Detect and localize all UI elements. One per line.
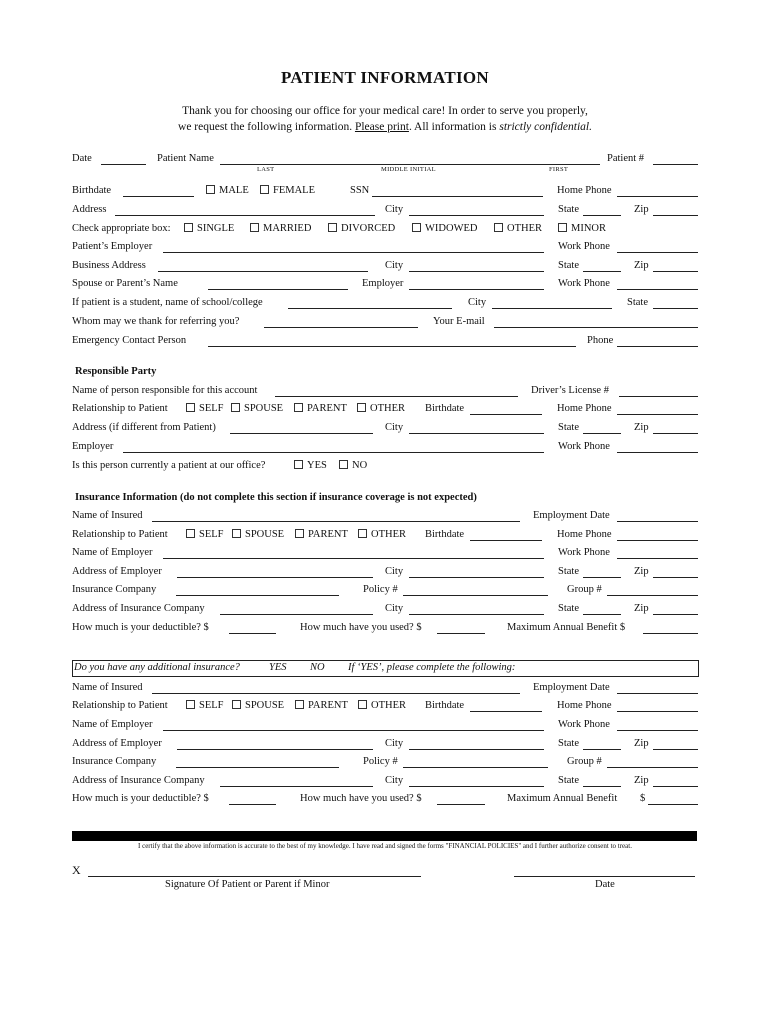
company-zip-label: Zip (634, 603, 649, 614)
state-label: State (558, 204, 579, 215)
emergency-phone-label: Phone (587, 335, 614, 346)
first-name-caption: FIRST (549, 166, 569, 173)
responsible-party-heading: Responsible Party (75, 366, 157, 377)
responsible-zip-label: Zip (634, 422, 649, 433)
school-field[interactable] (288, 308, 452, 309)
email-label: Your E-mail (433, 316, 485, 327)
additional-company-address-label: Address of Insurance Company (72, 775, 205, 786)
additional-company-zip-label: Zip (634, 775, 649, 786)
business-address-label: Business Address (72, 260, 146, 271)
signature-x-mark: X (72, 863, 81, 877)
additional-if-yes-text: If ‘YES’, please complete the following: (348, 662, 516, 673)
last-name-caption: LAST (257, 166, 275, 173)
responsible-name-field[interactable] (275, 396, 518, 397)
male-option[interactable]: MALE (206, 185, 249, 197)
responsible-other-option[interactable]: OTHER (357, 403, 405, 415)
additional-company-state-label: State (558, 775, 579, 786)
married-checkbox[interactable] (250, 223, 259, 232)
employment-date-field[interactable] (617, 521, 698, 522)
insured-birthdate-field[interactable] (470, 540, 542, 541)
responsible-employer-label: Employer (72, 441, 114, 452)
insured-birthdate-label: Birthdate (425, 529, 465, 540)
school-city-field[interactable] (492, 308, 612, 309)
responsible-parent-checkbox[interactable] (294, 403, 303, 412)
additional-no-option[interactable]: NO (310, 662, 325, 673)
insured-employer-label: Name of Employer (72, 547, 153, 558)
business-city-label: City (385, 260, 404, 271)
minor-checkbox[interactable] (558, 223, 567, 232)
insured-self-option[interactable]: SELF (186, 529, 224, 541)
insured-parent-checkbox[interactable] (295, 529, 304, 538)
responsible-self-checkbox[interactable] (186, 403, 195, 412)
additional-parent-checkbox[interactable] (295, 700, 304, 709)
additional-used-field[interactable] (437, 804, 485, 805)
insured-state-label: State (558, 566, 579, 577)
intro-line-1: Thank you for choosing our office for your medical care! In order to serve you properly, (182, 105, 588, 117)
emergency-phone-field[interactable] (617, 346, 698, 347)
city-field[interactable] (409, 215, 544, 216)
date-field[interactable] (101, 164, 146, 165)
spouse-label: Spouse or Parent’s Name (72, 278, 178, 289)
home-phone-field[interactable] (617, 196, 698, 197)
additional-city-label: City (385, 738, 404, 749)
home-phone-label: Home Phone (557, 185, 612, 196)
additional-spouse-option[interactable]: SPOUSE (232, 700, 284, 712)
additional-state-label: State (558, 738, 579, 749)
signature-field[interactable] (88, 876, 421, 877)
work-phone-label: Work Phone (558, 241, 610, 252)
business-state-label: State (558, 260, 579, 271)
additional-insured-name-label: Name of Insured (72, 682, 143, 693)
insured-relationship-label: Relationship to Patient (72, 529, 168, 540)
additional-employer-field[interactable] (163, 730, 544, 731)
patient-name-field[interactable] (220, 164, 600, 165)
additional-employer-label: Name of Employer (72, 719, 153, 730)
responsible-state-field[interactable] (583, 433, 621, 434)
state-field[interactable] (583, 215, 621, 216)
middle-initial-caption: MIDDLE INITIAL (381, 166, 436, 173)
address-field[interactable] (115, 215, 375, 216)
max-benefit-field[interactable] (643, 633, 698, 634)
additional-used-label: How much have you used? $ (300, 793, 422, 804)
insured-city-label: City (385, 566, 404, 577)
license-field[interactable] (619, 396, 698, 397)
additional-state-field[interactable] (583, 749, 621, 750)
additional-self-option[interactable]: SELF (186, 700, 224, 712)
additional-employer-address-label: Address of Employer (72, 738, 162, 749)
referral-field[interactable] (264, 327, 418, 328)
employer-label: Patient’s Employer (72, 241, 153, 252)
responsible-spouse-checkbox[interactable] (231, 403, 240, 412)
insured-work-phone-label: Work Phone (558, 547, 610, 558)
additional-group-label: Group # (567, 756, 602, 767)
responsible-birthdate-label: Birthdate (425, 403, 465, 414)
additional-city-field[interactable] (409, 749, 544, 750)
responsible-employer-field[interactable] (123, 452, 544, 453)
current-patient-yes-checkbox[interactable] (294, 460, 303, 469)
other-option[interactable]: OTHER (494, 223, 542, 235)
responsible-home-phone-field[interactable] (617, 414, 698, 415)
insured-zip-label: Zip (634, 566, 649, 577)
additional-insured-name-field[interactable] (152, 693, 520, 694)
additional-company-city-field[interactable] (409, 786, 544, 787)
company-city-label: City (385, 603, 404, 614)
emergency-label: Emergency Contact Person (72, 335, 187, 346)
business-state-field[interactable] (583, 271, 621, 272)
insured-other-option[interactable]: OTHER (358, 529, 406, 541)
insurance-company-address-label: Address of Insurance Company (72, 603, 205, 614)
business-zip-field[interactable] (653, 271, 698, 272)
insured-employer-address-field[interactable] (177, 577, 373, 578)
emergency-field[interactable] (208, 346, 576, 347)
widowed-checkbox[interactable] (412, 223, 421, 232)
responsible-spouse-option[interactable]: SPOUSE (231, 403, 283, 415)
spouse-work-phone-field[interactable] (617, 289, 698, 290)
insured-spouse-option[interactable]: SPOUSE (232, 529, 284, 541)
insured-employer-field[interactable] (163, 558, 544, 559)
additional-parent-option[interactable]: PARENT (295, 700, 348, 712)
certification-text: I certify that the above information is accurate to the best of my knowledge. I have read and signed the forms "FINANCIAL POLICIES" and I further authorize consent to treat. (138, 842, 632, 850)
group-label: Group # (567, 584, 602, 595)
additional-other-checkbox[interactable] (358, 700, 367, 709)
additional-employer-address-field[interactable] (177, 749, 373, 750)
referral-label: Whom may we thank for referring you? (72, 316, 240, 327)
signature-caption: Signature Of Patient or Parent if Minor (165, 879, 330, 890)
company-state-label: State (558, 603, 579, 614)
additional-home-phone-field[interactable] (617, 711, 698, 712)
patient-number-field[interactable] (653, 164, 698, 165)
additional-birthdate-field[interactable] (470, 711, 542, 712)
responsible-birthdate-field[interactable] (470, 414, 542, 415)
current-patient-yes-option[interactable]: YES (294, 460, 327, 472)
student-label: If patient is a student, name of school/college (72, 297, 263, 308)
spouse-field[interactable] (208, 289, 348, 290)
insurance-company-label: Insurance Company (72, 584, 157, 595)
spouse-employer-field[interactable] (409, 289, 544, 290)
company-zip-field[interactable] (653, 614, 698, 615)
current-patient-no-option[interactable]: NO (339, 460, 367, 472)
company-state-field[interactable] (583, 614, 621, 615)
patient-number-label: Patient # (607, 153, 645, 164)
additional-work-phone-field[interactable] (617, 730, 698, 731)
divorced-option[interactable]: DIVORCED (328, 223, 395, 235)
insured-home-phone-field[interactable] (617, 540, 698, 541)
insured-zip-field[interactable] (653, 577, 698, 578)
female-checkbox[interactable] (260, 185, 269, 194)
responsible-state-label: State (558, 422, 579, 433)
other-checkbox[interactable] (494, 223, 503, 232)
zip-label: Zip (634, 204, 649, 215)
responsible-zip-field[interactable] (653, 433, 698, 434)
signature-date-caption: Date (595, 879, 615, 890)
intro-line-2: we request the following information. Please print. All information is strictly confidential. (178, 121, 592, 133)
ssn-label: SSN (350, 185, 370, 196)
insured-home-phone-label: Home Phone (557, 529, 612, 540)
work-phone-field[interactable] (617, 252, 698, 253)
email-field[interactable] (494, 327, 698, 328)
company-city-field[interactable] (409, 614, 544, 615)
max-benefit-label: Maximum Annual Benefit $ (507, 622, 626, 633)
insured-other-checkbox[interactable] (358, 529, 367, 538)
check-box-label: Check appropriate box: (72, 223, 171, 234)
additional-self-checkbox[interactable] (186, 700, 195, 709)
additional-company-state-field[interactable] (583, 786, 621, 787)
additional-company-zip-field[interactable] (653, 786, 698, 787)
single-option[interactable]: SINGLE (184, 223, 234, 235)
additional-yes-option[interactable]: YES (269, 662, 287, 673)
responsible-address-label: Address (if different from Patient) (72, 422, 216, 433)
responsible-city-field[interactable] (409, 433, 544, 434)
insured-name-label: Name of Insured (72, 510, 143, 521)
minor-option[interactable]: MINOR (558, 223, 606, 235)
business-address-field[interactable] (158, 271, 368, 272)
insured-state-field[interactable] (583, 577, 621, 578)
responsible-work-phone-field[interactable] (617, 452, 698, 453)
deductible-field[interactable] (229, 633, 276, 634)
additional-company-label: Insurance Company (72, 756, 157, 767)
additional-other-option[interactable]: OTHER (358, 700, 406, 712)
additional-deductible-field[interactable] (229, 804, 276, 805)
deductible-label: How much is your deductible? $ (72, 622, 209, 633)
insured-self-checkbox[interactable] (186, 529, 195, 538)
additional-zip-label: Zip (634, 738, 649, 749)
insured-spouse-checkbox[interactable] (232, 529, 241, 538)
signature-date-field[interactable] (514, 876, 695, 877)
additional-company-address-field[interactable] (220, 786, 373, 787)
insured-parent-option[interactable]: PARENT (295, 529, 348, 541)
responsible-address-field[interactable] (230, 433, 373, 434)
additional-spouse-checkbox[interactable] (232, 700, 241, 709)
additional-employment-date-label: Employment Date (533, 682, 610, 693)
zip-field[interactable] (653, 215, 698, 216)
license-label: Driver’s License # (531, 385, 609, 396)
business-zip-label: Zip (634, 260, 649, 271)
widowed-option[interactable]: WIDOWED (412, 223, 477, 235)
responsible-self-option[interactable]: SELF (186, 403, 224, 415)
single-checkbox[interactable] (184, 223, 193, 232)
responsible-name-label: Name of person responsible for this account (72, 385, 258, 396)
additional-employment-date-field[interactable] (617, 693, 698, 694)
responsible-home-phone-label: Home Phone (557, 403, 612, 414)
responsible-relationship-label: Relationship to Patient (72, 403, 168, 414)
insured-name-field[interactable] (152, 521, 520, 522)
date-label: Date (72, 153, 92, 164)
used-label: How much have you used? $ (300, 622, 422, 633)
insured-city-field[interactable] (409, 577, 544, 578)
city-label: City (385, 204, 404, 215)
business-city-field[interactable] (409, 271, 544, 272)
school-city-label: City (468, 297, 487, 308)
additional-group-field[interactable] (607, 767, 698, 768)
responsible-city-label: City (385, 422, 404, 433)
additional-max-benefit-field[interactable] (648, 804, 698, 805)
additional-policy-label: Policy # (363, 756, 398, 767)
birthdate-field[interactable] (123, 196, 194, 197)
additional-deductible-label: How much is your deductible? $ (72, 793, 209, 804)
spouse-work-phone-label: Work Phone (558, 278, 610, 289)
group-field[interactable] (607, 595, 698, 596)
employment-date-label: Employment Date (533, 510, 610, 521)
additional-policy-field[interactable] (403, 767, 548, 768)
additional-company-field[interactable] (176, 767, 339, 768)
ssn-field[interactable] (372, 196, 543, 197)
male-checkbox[interactable] (206, 185, 215, 194)
additional-relationship-label: Relationship to Patient (72, 700, 168, 711)
employer-field[interactable] (163, 252, 544, 253)
policy-field[interactable] (403, 595, 548, 596)
current-patient-label: Is this person currently a patient at our office? (72, 460, 266, 471)
insured-employer-address-label: Address of Employer (72, 566, 162, 577)
additional-zip-field[interactable] (653, 749, 698, 750)
school-state-label: State (627, 297, 648, 308)
used-field[interactable] (437, 633, 485, 634)
insured-work-phone-field[interactable] (617, 558, 698, 559)
patient-name-label: Patient Name (157, 153, 214, 164)
additional-work-phone-label: Work Phone (558, 719, 610, 730)
address-label: Address (72, 204, 107, 215)
additional-home-phone-label: Home Phone (557, 700, 612, 711)
policy-label: Policy # (363, 584, 398, 595)
responsible-other-checkbox[interactable] (357, 403, 366, 412)
additional-birthdate-label: Birthdate (425, 700, 465, 711)
divorced-checkbox[interactable] (328, 223, 337, 232)
certification-divider (72, 831, 697, 841)
additional-insurance-question: Do you have any additional insurance? (74, 662, 240, 673)
spouse-employer-label: Employer (362, 278, 404, 289)
school-state-field[interactable] (653, 308, 698, 309)
current-patient-no-checkbox[interactable] (339, 460, 348, 469)
female-option[interactable]: FEMALE (260, 185, 315, 197)
insurance-company-field[interactable] (176, 595, 339, 596)
insurance-heading: Insurance Information (do not complete this section if insurance coverage is not expected) (75, 492, 477, 503)
additional-dollar-sign: $ (640, 793, 646, 804)
insurance-company-address-field[interactable] (220, 614, 373, 615)
married-option[interactable]: MARRIED (250, 223, 311, 235)
responsible-parent-option[interactable]: PARENT (294, 403, 347, 415)
page-title: PATIENT INFORMATION (281, 68, 489, 87)
additional-max-benefit-label: Maximum Annual Benefit (507, 793, 618, 804)
additional-company-city-label: City (385, 775, 404, 786)
responsible-work-phone-label: Work Phone (558, 441, 610, 452)
birthdate-label: Birthdate (72, 185, 112, 196)
